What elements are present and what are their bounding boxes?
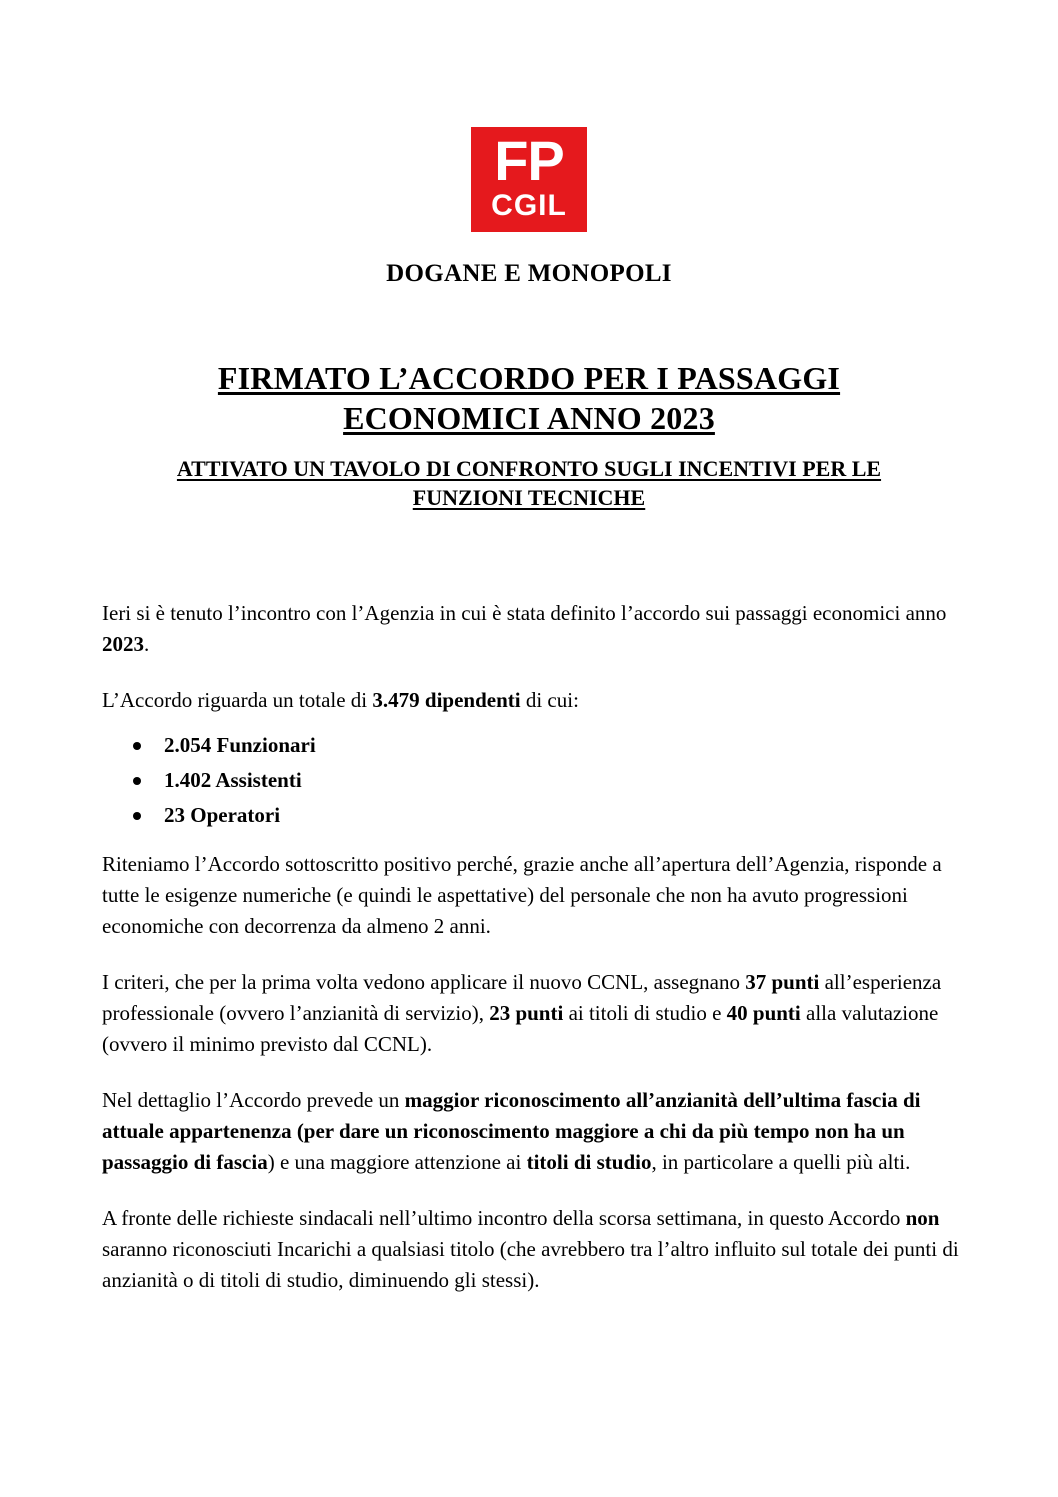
document-title [60, 358, 998, 438]
paragraph-evaluation: Riteniamo l’Accordo sottoscritto positivo perché, grazie anche all’apertura dell’Agenzia, risponde a tutte le esigenze numeriche (e quindi le aspettative) del personale che non ha avuto progressioni economiche con decorrenza da almeno 2 anni. [102, 852, 942, 938]
title-line-1: FIRMATO L’ACCORDO PER I PASSAGGI [217, 360, 841, 396]
paragraph-intro: Ieri si è tenuto l’incontro con l’Agenzia in cui è stata definito l’accordo sui passaggi economici anno 2023. [102, 601, 947, 656]
logo-line-fp: FP [494, 129, 564, 192]
employee-list [102, 730, 962, 831]
list-item: 23 Operatori [164, 800, 962, 831]
paragraph-requests: A fronte delle richieste sindacali nell’ultimo incontro della scorsa settimana, in questo Accordo non saranno riconosciuti Incarichi a qualsiasi titolo (che avrebbero tra l’altro influito sul totale dei punti di anzianità o di titoli di studio, diminuendo gli stessi). [102, 1206, 959, 1292]
department-heading: DOGANE E MONOPOLI [386, 260, 672, 287]
list-item: 2.054 Funzionari [164, 730, 962, 761]
document-body [102, 598, 962, 1321]
list-item: 1.402 Assistenti [164, 765, 962, 796]
title-line-2: ECONOMICI ANNO 2023 [343, 400, 715, 436]
bullet-icon [133, 742, 141, 750]
subtitle-line-2: FUNZIONI TECNICHE [412, 485, 646, 510]
paragraph-total: L’Accordo riguarda un totale di 3.479 dipendenti di cui: [102, 688, 579, 712]
bullet-icon [133, 812, 141, 820]
paragraph-criteria: I criteri, che per la prima volta vedono applicare il nuovo CCNL, assegnano 37 punti all’esperienza professionale (ovvero l’anzianità di servizio), 23 punti ai titoli di studio e 40 punti alla valutazione (ovvero il minimo previsto dal CCNL). [102, 970, 942, 1056]
paragraph-details: Nel dettaglio l’Accordo prevede un maggior riconoscimento all’anzianità dell’ultima fascia di attuale appartenenza (per dare un riconoscimento maggiore a chi da più tempo non ha un passaggio di fascia) e una maggiore attenzione ai titoli di studio, in particolare a quelli più alti. [102, 1088, 921, 1174]
logo-line-cgil: CGIL [491, 189, 567, 222]
subtitle-line-1: ATTIVATO UN TAVOLO DI CONFRONTO SUGLI INCENTIVI PER LE [176, 456, 882, 481]
fp-cgil-logo [471, 127, 587, 232]
bullet-icon [133, 777, 141, 785]
document-subtitle [60, 454, 998, 512]
